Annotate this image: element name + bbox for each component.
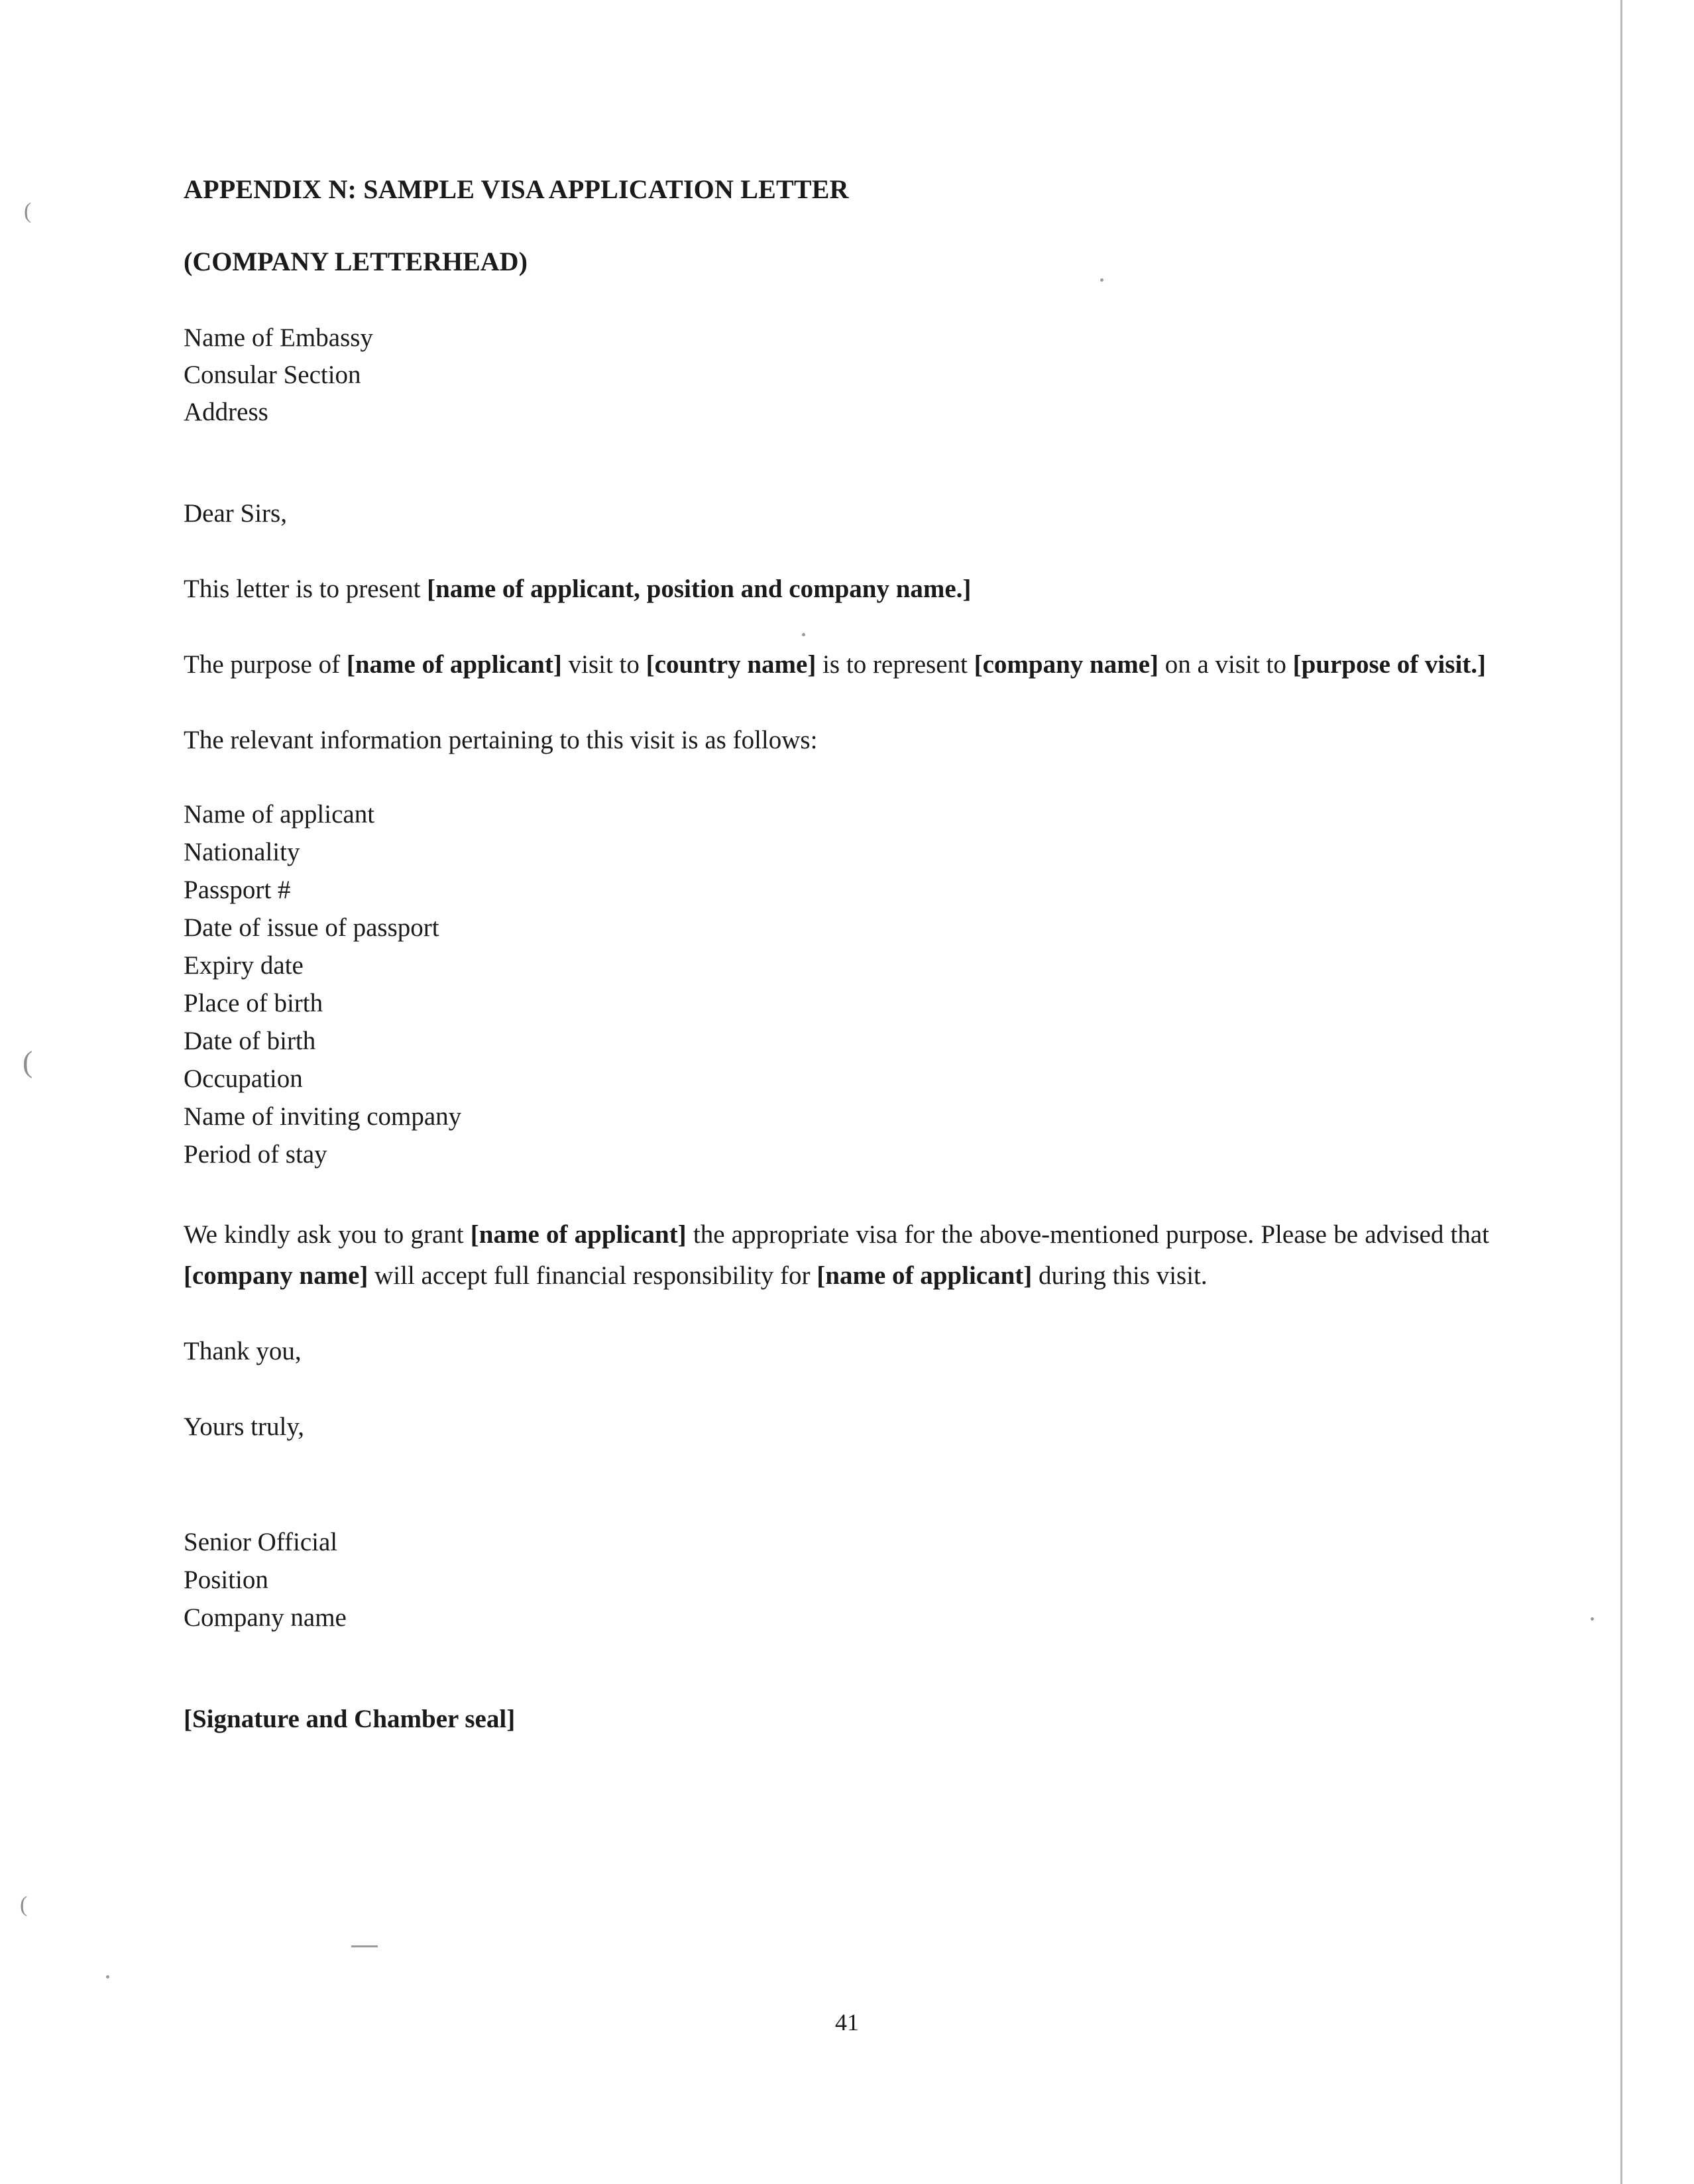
spacer bbox=[184, 1482, 1489, 1523]
embassy-name-line: Name of Embassy bbox=[184, 323, 373, 352]
purpose-text-4: on a visit to bbox=[1158, 650, 1293, 679]
scan-speck bbox=[351, 1945, 378, 1947]
recipient-address bbox=[184, 319, 1489, 431]
scan-edge-line bbox=[1620, 0, 1622, 2184]
relevant-info-line: The relevant information pertaining to this visit is as follows: bbox=[184, 726, 818, 754]
list-item: Passport # bbox=[184, 876, 291, 904]
closing-line: Yours truly, bbox=[184, 1412, 305, 1441]
request-placeholder-applicant: [name of applicant] bbox=[470, 1220, 687, 1249]
signer-position-line: Position bbox=[184, 1566, 268, 1594]
list-item: Place of birth bbox=[184, 989, 323, 1017]
purpose-placeholder-visit: [purpose of visit.] bbox=[1292, 650, 1487, 679]
scan-speck bbox=[106, 1975, 109, 1979]
signer-title-line: Senior Official bbox=[184, 1528, 338, 1556]
request-text-2: the appropriate visa for the above-mentioned purpose. Please be advised that bbox=[686, 1220, 1490, 1249]
signer-company-line: Company name bbox=[184, 1603, 347, 1632]
spacer bbox=[184, 467, 1489, 493]
scan-artifact: ( bbox=[20, 1892, 28, 1917]
list-item: Expiry date bbox=[184, 951, 304, 980]
signature-block bbox=[184, 1523, 1489, 1637]
page-number: 41 bbox=[835, 2009, 859, 2036]
list-item: Date of issue of passport bbox=[184, 913, 439, 942]
spacer bbox=[184, 1173, 1489, 1214]
request-text-3: will accept full financial responsibility for bbox=[368, 1261, 817, 1290]
scan-artifact: ( bbox=[23, 1045, 33, 1078]
scan-speck bbox=[1591, 1617, 1594, 1621]
purpose-text-2: visit to bbox=[561, 650, 646, 679]
request-placeholder-applicant-2: [name of applicant] bbox=[817, 1261, 1033, 1290]
purpose-text-3: is to represent bbox=[816, 650, 974, 679]
list-item: Period of stay bbox=[184, 1140, 327, 1169]
salutation: Dear Sirs, bbox=[184, 499, 287, 528]
list-item: Occupation bbox=[184, 1064, 303, 1093]
company-letterhead-heading: (COMPANY LETTERHEAD) bbox=[184, 247, 528, 276]
list-item: Name of applicant bbox=[184, 800, 375, 829]
letter-body bbox=[184, 174, 1489, 1734]
intro-placeholder: [name of applicant, position and company name.] bbox=[427, 575, 972, 603]
purpose-placeholder-company: [company name] bbox=[974, 650, 1158, 679]
request-text-1: We kindly ask you to grant bbox=[184, 1220, 471, 1249]
request-text-4: during this visit. bbox=[1032, 1261, 1208, 1290]
scan-artifact: ( bbox=[24, 199, 32, 223]
spacer bbox=[184, 1678, 1489, 1704]
purpose-text-1: The purpose of bbox=[184, 650, 347, 679]
list-item: Nationality bbox=[184, 838, 300, 866]
purpose-placeholder-country: [country name] bbox=[646, 650, 817, 679]
request-paragraph bbox=[184, 1214, 1489, 1296]
info-fields-list bbox=[184, 795, 1489, 1173]
purpose-paragraph bbox=[184, 644, 1489, 685]
intro-paragraph bbox=[184, 569, 1489, 610]
signature-seal-note: [Signature and Chamber seal] bbox=[184, 1705, 516, 1733]
consular-section-line: Consular Section bbox=[184, 361, 361, 389]
intro-text: This letter is to present bbox=[184, 575, 427, 603]
purpose-placeholder-applicant: [name of applicant] bbox=[346, 650, 562, 679]
list-item: Date of birth bbox=[184, 1027, 316, 1055]
page-title: APPENDIX N: SAMPLE VISA APPLICATION LETTER bbox=[184, 174, 849, 204]
thanks-line: Thank you, bbox=[184, 1337, 302, 1365]
spacer bbox=[184, 1637, 1489, 1678]
list-item: Name of inviting company bbox=[184, 1102, 462, 1131]
scan-margin bbox=[1624, 0, 1694, 2184]
address-line: Address bbox=[184, 398, 268, 426]
request-placeholder-company: [company name] bbox=[184, 1261, 368, 1290]
